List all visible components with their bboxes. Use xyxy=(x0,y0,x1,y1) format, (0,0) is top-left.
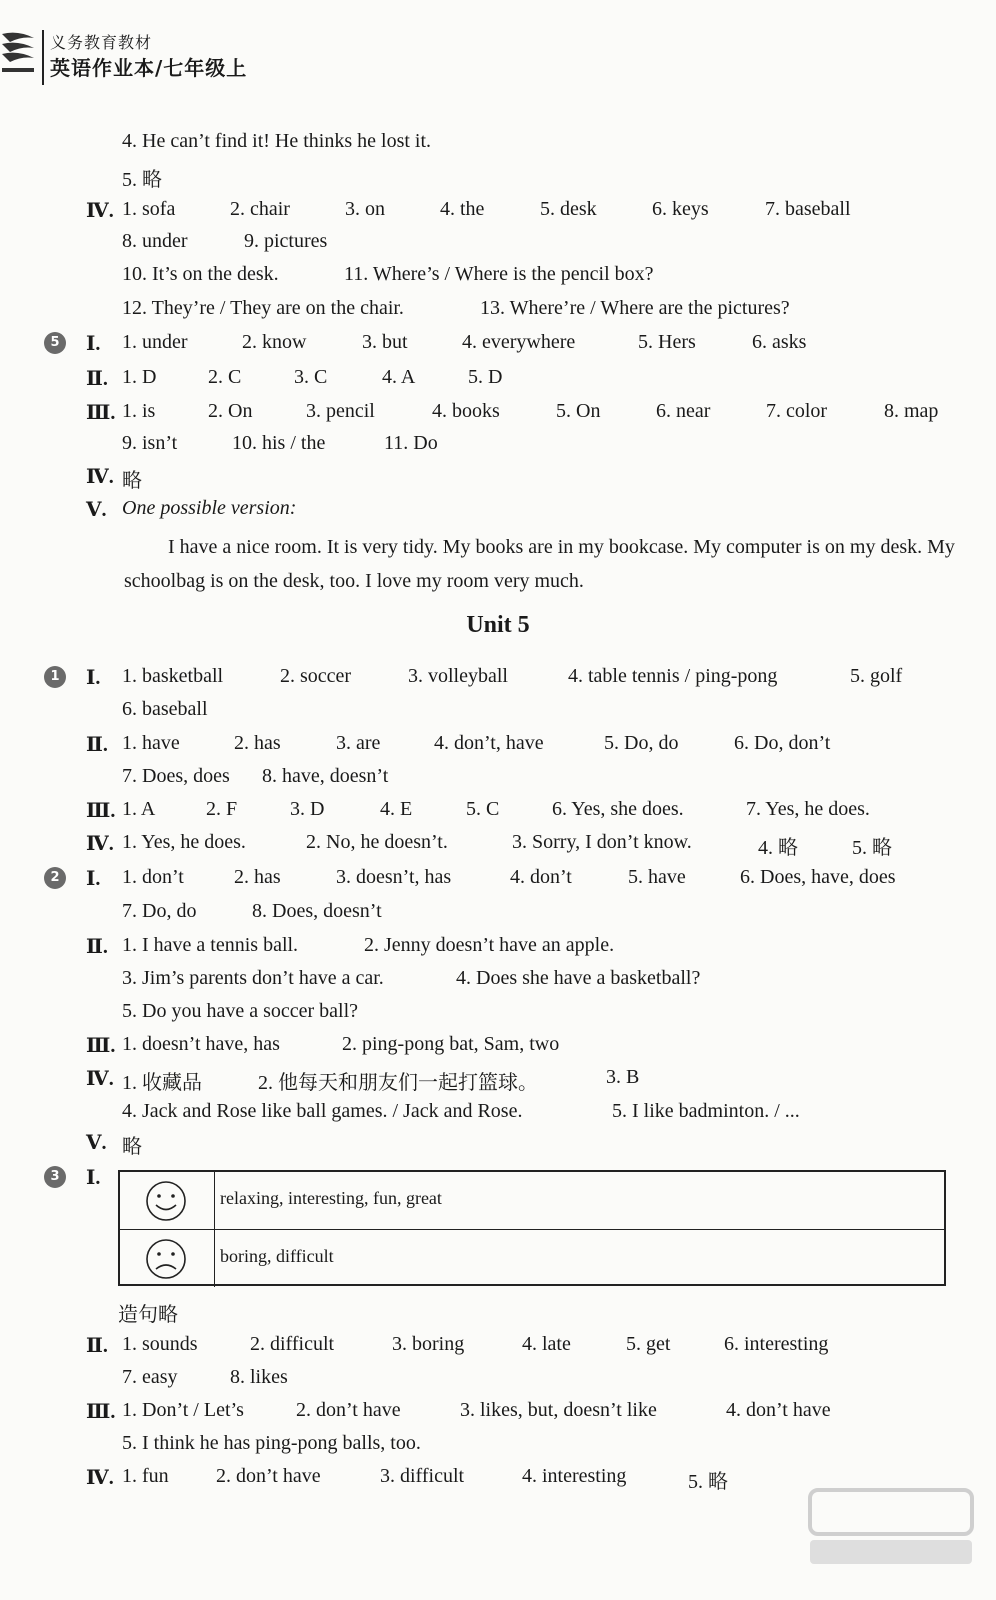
answer-item: 5. get xyxy=(626,1333,671,1355)
answer-item: 3. D xyxy=(290,798,325,820)
section-number-badge: 1 xyxy=(44,666,66,688)
roman-numeral: Ⅳ. xyxy=(86,1467,114,1489)
answer-item: 1. Yes, he does. xyxy=(122,831,246,853)
answer-item: 4. He can’t find it! He thinks he lost it. xyxy=(122,130,432,152)
answer-item: 1. 收藏品 xyxy=(122,1072,202,1094)
answer-item: 6. near xyxy=(656,400,711,422)
answer-item: 5. 略 xyxy=(852,837,892,859)
answer-item: 1. fun xyxy=(122,1465,169,1487)
answer-item: 10. It’s on the desk. xyxy=(122,263,279,285)
answer-item: 6. Do, don’t xyxy=(734,732,831,754)
positive-row xyxy=(120,1172,944,1230)
composition-paragraph: I have a nice room. It is very tidy. My books are in my bookcase. My computer is on my desk. My schoolbag is on the desk, too. I love my room very much. xyxy=(124,536,955,592)
section-number-badge: 3 xyxy=(44,1166,66,1188)
answer-item: 2. 他每天和朋友们一起打篮球。 xyxy=(258,1072,538,1094)
book-title: 英语作业本/七年级上 xyxy=(50,56,248,80)
section-number-badge: 2 xyxy=(44,867,66,889)
answer-item: 3. doesn’t, has xyxy=(336,866,452,888)
roman-numeral: Ⅲ. xyxy=(86,1035,116,1057)
answer-item: 7. color xyxy=(766,400,828,422)
answer-item: 2. On xyxy=(208,400,253,422)
answer-item: One possible version: xyxy=(122,497,297,519)
answer-item: 略 xyxy=(122,1136,142,1158)
page-header xyxy=(0,0,996,96)
answer-item: 2. know xyxy=(242,331,307,353)
answer-item: 5. C xyxy=(466,798,500,820)
answer-item: 5. 略 xyxy=(688,1471,728,1493)
answer-item: 3. difficult xyxy=(380,1465,465,1487)
answer-item: 3. Jim’s parents don’t have a car. xyxy=(122,967,384,989)
publisher-logo-icon xyxy=(0,28,38,86)
answer-item: 9. pictures xyxy=(244,230,328,252)
answer-item: 4. the xyxy=(440,198,485,220)
answer-item: 8. likes xyxy=(230,1366,288,1388)
answer-item: 1. under xyxy=(122,331,188,353)
answer-item: 9. isn’t xyxy=(122,432,178,454)
answer-item: 7. Does, does xyxy=(122,765,230,787)
answer-item: 5. On xyxy=(556,400,601,422)
negative-row xyxy=(120,1230,944,1287)
answer-item: 2. Jenny doesn’t have an apple. xyxy=(364,934,615,956)
answer-item: 3. Sorry, I don’t know. xyxy=(512,831,692,853)
answer-item: 5. I like badminton. / ... xyxy=(612,1100,800,1122)
series-name: 义务教育教材 xyxy=(50,33,153,52)
roman-numeral: Ⅰ. xyxy=(86,333,101,355)
roman-numeral: Ⅴ. xyxy=(86,499,107,521)
answer-item: 7. baseball xyxy=(765,198,851,220)
answer-item: 10. his / the xyxy=(232,432,326,454)
answer-item: 1. is xyxy=(122,400,156,422)
answer-item: 4. Does she have a basketball? xyxy=(456,967,701,989)
roman-numeral: Ⅳ. xyxy=(86,466,114,488)
answer-item: 4. don’t have xyxy=(726,1399,831,1421)
answer-item: 5. desk xyxy=(540,198,597,220)
roman-numeral: Ⅱ. xyxy=(86,734,108,756)
answer-item: 5. I think he has ping-pong balls, too. xyxy=(122,1432,421,1454)
answer-item: 6. asks xyxy=(752,331,807,353)
answer-item: 4. don’t, have xyxy=(434,732,544,754)
answer-item: 4. everywhere xyxy=(462,331,576,353)
answer-item: 4. don’t xyxy=(510,866,572,888)
roman-numeral: Ⅱ. xyxy=(86,936,108,958)
answer-item: 2. has xyxy=(234,866,281,888)
answer-item: 5. golf xyxy=(850,665,903,687)
answer-item: 1. A xyxy=(122,798,156,820)
answer-item: 1. have xyxy=(122,732,180,754)
answer-item: 6. keys xyxy=(652,198,709,220)
answer-item: 5. Do, do xyxy=(604,732,679,754)
answer-item: 6. baseball xyxy=(122,698,208,720)
answer-item: 1. I have a tennis ball. xyxy=(122,934,299,956)
roman-numeral: Ⅴ. xyxy=(86,1132,107,1154)
answer-item: 5. Do you have a soccer ball? xyxy=(122,1000,359,1022)
unit-title: Unit 5 xyxy=(466,612,530,638)
answer-item: 2. difficult xyxy=(250,1333,335,1355)
answer-item: 11. Do xyxy=(384,432,438,454)
answer-item: 3. likes, but, doesn’t like xyxy=(460,1399,657,1421)
roman-numeral: Ⅳ. xyxy=(86,200,114,222)
attitude-table xyxy=(118,1170,946,1286)
smiley-face-icon xyxy=(144,1180,188,1222)
answer-item: 4. E xyxy=(380,798,413,820)
answer-item: 4. interesting xyxy=(522,1465,627,1487)
roman-numeral: Ⅱ. xyxy=(86,1335,108,1357)
answer-item: 2. don’t have xyxy=(296,1399,401,1421)
answer-item: 5. 略 xyxy=(122,169,162,191)
answer-item: 4. late xyxy=(522,1333,571,1355)
answer-item: 5. D xyxy=(468,366,503,388)
positive-words: relaxing, interesting, fun, great xyxy=(220,1188,442,1208)
answer-item: 3. but xyxy=(362,331,408,353)
answer-item: 11. Where’s / Where is the pencil box? xyxy=(344,263,654,285)
answer-item: 4. 略 xyxy=(758,837,798,859)
answer-item: 8. have, doesn’t xyxy=(262,765,389,787)
answer-item: 2. F xyxy=(206,798,238,820)
roman-numeral: Ⅲ. xyxy=(86,402,116,424)
answer-item: 1. don’t xyxy=(122,866,184,888)
roman-numeral: Ⅲ. xyxy=(86,1401,116,1423)
answer-item: 3. pencil xyxy=(306,400,375,422)
answer-item: 7. Do, do xyxy=(122,900,197,922)
answer-item: 8. Does, doesn’t xyxy=(252,900,382,922)
answer-item: 1. Don’t / Let’s xyxy=(122,1399,244,1421)
roman-numeral: Ⅰ. xyxy=(86,868,101,890)
answer-item: 1. D xyxy=(122,366,157,388)
answer-item: 略 xyxy=(122,470,142,492)
answer-item: 12. They’re / They are on the chair. xyxy=(122,297,404,319)
answer-item: 6. interesting xyxy=(724,1333,829,1355)
answer-item: 2. don’t have xyxy=(216,1465,321,1487)
header-divider xyxy=(42,30,44,85)
answer-item: 8. under xyxy=(122,230,188,252)
answer-item: 3. on xyxy=(345,198,385,220)
answer-item: 2. chair xyxy=(230,198,290,220)
answer-item: 3. boring xyxy=(392,1333,465,1355)
answer-item: 13. Where’re / Where are the pictures? xyxy=(480,297,790,319)
roman-numeral: Ⅳ. xyxy=(86,833,114,855)
answer-item: 1. sofa xyxy=(122,198,176,220)
answer-item: 4. A xyxy=(382,366,416,388)
roman-numeral: Ⅱ. xyxy=(86,368,108,390)
negative-words: boring, difficult xyxy=(220,1246,334,1266)
roman-numeral: Ⅲ. xyxy=(86,800,116,822)
roman-numeral: Ⅳ. xyxy=(86,1068,114,1090)
roman-numeral: Ⅰ. xyxy=(86,667,101,689)
answer-item: 3. C xyxy=(294,366,328,388)
answer-item: 6. Yes, she does. xyxy=(552,798,684,820)
answer-item: 1. sounds xyxy=(122,1333,198,1355)
answer-item: 3. are xyxy=(336,732,381,754)
answer-item: 3. B xyxy=(606,1066,640,1088)
answer-item: 1. basketball xyxy=(122,665,224,687)
answer-item: 2. has xyxy=(234,732,281,754)
sad-face-icon xyxy=(144,1238,188,1280)
answer-item: 8. map xyxy=(884,400,939,422)
answer-item: 4. table tennis / ping-pong xyxy=(568,665,778,687)
answer-item: 1. doesn’t have, has xyxy=(122,1033,280,1055)
answer-item: 5. Hers xyxy=(638,331,696,353)
answer-item: 4. books xyxy=(432,400,500,422)
answer-item: 6. Does, have, does xyxy=(740,866,896,888)
answer-item: 7. easy xyxy=(122,1366,178,1388)
answer-item: 3. volleyball xyxy=(408,665,508,687)
answer-item: 2. No, he doesn’t. xyxy=(306,831,448,853)
section-number-badge: 5 xyxy=(44,332,66,354)
answer-item: 5. have xyxy=(628,866,686,888)
answer-item: 2. ping-pong bat, Sam, two xyxy=(342,1033,560,1055)
answer-item: 7. Yes, he does. xyxy=(746,798,870,820)
watermark-stamp-icon xyxy=(806,1486,976,1568)
roman-numeral: Ⅰ. xyxy=(86,1167,101,1189)
answer-item: 4. Jack and Rose like ball games. / Jack and Rose. xyxy=(122,1100,523,1122)
answer-item: 2. soccer xyxy=(280,665,352,687)
answer-item: 造句略 xyxy=(118,1304,178,1326)
answer-item: 2. C xyxy=(208,366,242,388)
